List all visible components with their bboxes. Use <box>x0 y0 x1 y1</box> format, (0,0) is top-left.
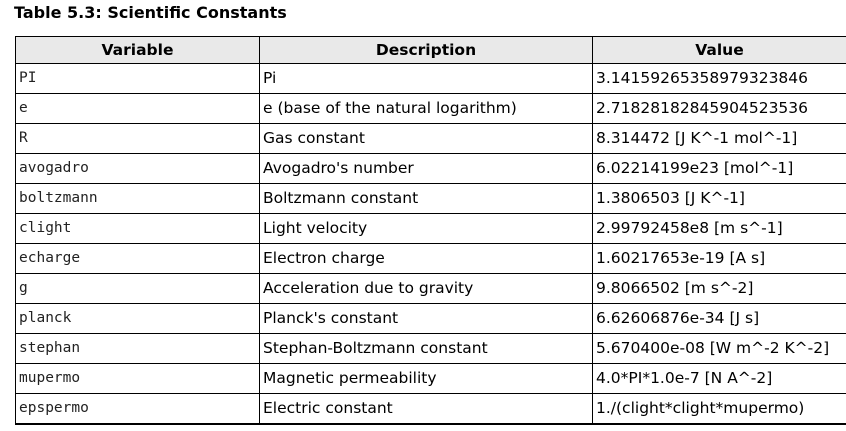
variable-cell: e <box>16 94 260 124</box>
variable-cell: epspermo <box>16 394 260 425</box>
value-cell: 1.3806503 [J K^-1] <box>593 184 846 214</box>
table-row <box>16 154 846 184</box>
table-row <box>16 304 846 334</box>
table-row <box>16 94 846 124</box>
table-row <box>16 214 846 244</box>
value-cell: 5.670400e-08 [W m^-2 K^-2] <box>593 334 846 364</box>
description-cell: Gas constant <box>260 124 593 154</box>
table-row <box>16 184 846 214</box>
value-cell: 1.60217653e-19 [A s] <box>593 244 846 274</box>
value-cell: 9.8066502 [m s^-2] <box>593 274 846 304</box>
description-cell: Boltzmann constant <box>260 184 593 214</box>
description-cell: Avogadro's number <box>260 154 593 184</box>
description-cell: Electric constant <box>260 394 593 425</box>
variable-cell: clight <box>16 214 260 244</box>
variable-cell: R <box>16 124 260 154</box>
variable-cell: planck <box>16 304 260 334</box>
description-cell: e (base of the natural logarithm) <box>260 94 593 124</box>
description-cell: Pi <box>260 64 593 94</box>
header-row <box>16 37 846 64</box>
constants-table <box>15 36 846 425</box>
table-row <box>16 274 846 304</box>
description-cell: Stephan-Boltzmann constant <box>260 334 593 364</box>
table-row <box>16 64 846 94</box>
table-caption: Table 5.3: Scientific Constants <box>14 3 287 22</box>
table-row <box>16 394 846 425</box>
value-cell: 1./(clight*clight*mupermo) <box>593 394 846 425</box>
variable-cell: PI <box>16 64 260 94</box>
description-cell: Electron charge <box>260 244 593 274</box>
description-cell: Magnetic permeability <box>260 364 593 394</box>
value-cell: 6.02214199e23 [mol^-1] <box>593 154 846 184</box>
header-value: Value <box>593 37 846 64</box>
value-cell: 8.314472 [J K^-1 mol^-1] <box>593 124 846 154</box>
value-cell: 4.0*PI*1.0e-7 [N A^-2] <box>593 364 846 394</box>
header-variable: Variable <box>16 37 260 64</box>
variable-cell: stephan <box>16 334 260 364</box>
header-description: Description <box>260 37 593 64</box>
table-row <box>16 124 846 154</box>
variable-cell: echarge <box>16 244 260 274</box>
description-cell: Light velocity <box>260 214 593 244</box>
table-row <box>16 334 846 364</box>
table-row <box>16 364 846 394</box>
description-cell: Acceleration due to gravity <box>260 274 593 304</box>
variable-cell: boltzmann <box>16 184 260 214</box>
table-row <box>16 244 846 274</box>
value-cell: 2.99792458e8 [m s^-1] <box>593 214 846 244</box>
value-cell: 6.62606876e-34 [J s] <box>593 304 846 334</box>
variable-cell: g <box>16 274 260 304</box>
variable-cell: avogadro <box>16 154 260 184</box>
variable-cell: mupermo <box>16 364 260 394</box>
value-cell: 2.71828182845904523536 <box>593 94 846 124</box>
description-cell: Planck's constant <box>260 304 593 334</box>
value-cell: 3.14159265358979323846 <box>593 64 846 94</box>
